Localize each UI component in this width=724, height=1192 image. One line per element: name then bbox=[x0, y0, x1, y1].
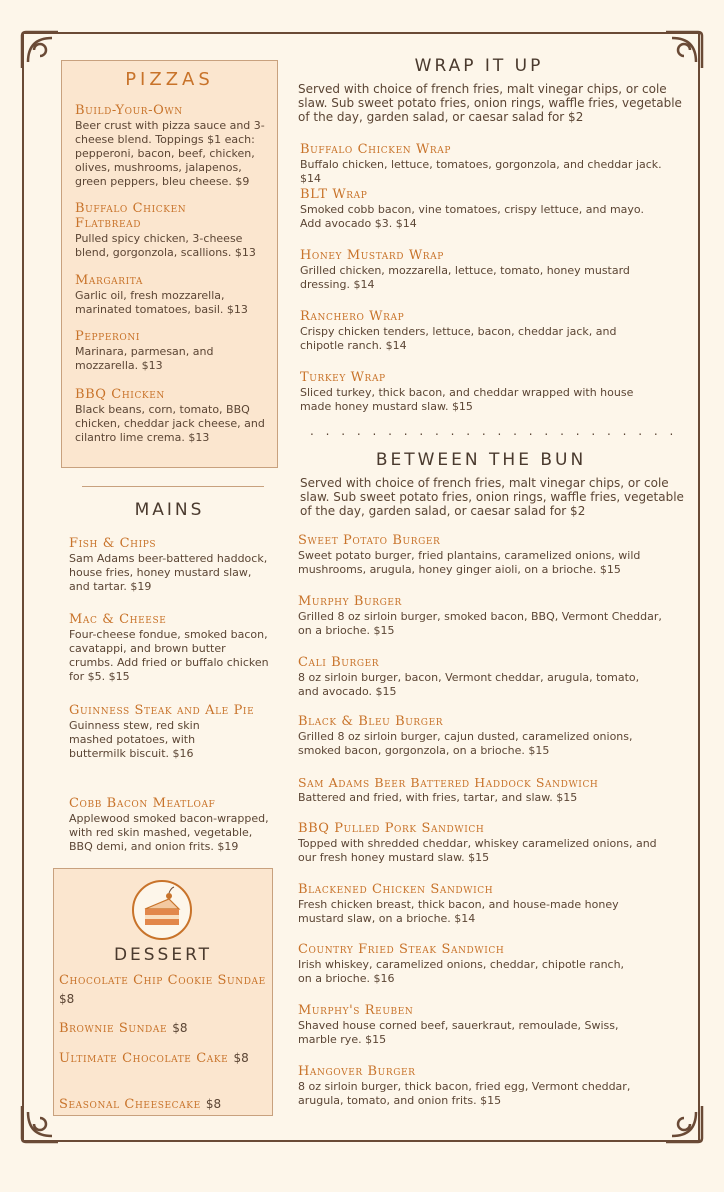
pizza-name: BBQ Chicken bbox=[75, 387, 165, 402]
bun-name: BBQ Pulled Pork Sandwich bbox=[298, 821, 485, 836]
pizza-desc: Pulled spicy chicken, 3-cheese blend, gorgonzola, scallions. $13 bbox=[75, 232, 256, 259]
mains-item bbox=[69, 536, 269, 594]
pizza-desc: Marinara, parmesan, and mozzarella. $13 bbox=[75, 345, 214, 372]
bun-name: Murphy Burger bbox=[298, 594, 402, 609]
wrap-desc: Grilled chicken, mozzarella, lettuce, tomato, honey mustard dressing. $14 bbox=[300, 264, 630, 291]
pizza-name: Buffalo Chicken Flatbread bbox=[75, 201, 187, 231]
bun-name: Black & Bleu Burger bbox=[298, 714, 444, 729]
wrap-name: BLT Wrap bbox=[300, 187, 368, 202]
bun-desc: Topped with shredded cheddar, whiskey caramelized onions, and our fresh honey mustard slaw. $15 bbox=[298, 837, 657, 864]
dessert-item bbox=[59, 1093, 269, 1112]
bun-item bbox=[298, 1003, 648, 1047]
mains-desc: Guinness stew, red skin mashed potatoes, with buttermilk biscuit. $16 bbox=[69, 719, 200, 760]
pizza-name: Margarita bbox=[75, 273, 144, 288]
bun-item bbox=[298, 1064, 668, 1108]
bun-name: Sweet Potato Burger bbox=[298, 533, 441, 548]
wrap-desc: Buffalo chicken, lettuce, tomatoes, gorgonzola, and cheddar jack. $14 bbox=[300, 158, 662, 185]
wrap-name: Ranchero Wrap bbox=[300, 309, 405, 324]
mains-desc: Applewood smoked bacon-wrapped, with red skin mashed, vegetable, BBQ demi, and onion frits. $19 bbox=[69, 812, 269, 853]
bun-name: Murphy's Reuben bbox=[298, 1003, 414, 1018]
bun-name: Sam Adams Beer Battered Haddock Sandwich bbox=[298, 775, 599, 790]
dessert-name: Seasonal Cheesecake bbox=[59, 1097, 201, 1112]
bun-name: Hangover Burger bbox=[298, 1064, 416, 1079]
dessert-price: $8 bbox=[233, 1051, 249, 1065]
dessert-heading: DESSERT bbox=[113, 945, 213, 965]
bun-item bbox=[298, 655, 658, 699]
bun-desc: Sweet potato burger, fried plantains, caramelized onions, wild mushrooms, arugula, honey ginger aioli, on a brioche. $15 bbox=[298, 549, 641, 576]
bun-desc: Fresh chicken breast, thick bacon, and house-made honey mustard slaw, on a brioche. $14 bbox=[298, 898, 619, 925]
dessert-item bbox=[59, 969, 269, 1007]
bun-desc: 8 oz sirloin burger, thick bacon, fried egg, Vermont cheddar, arugula, tomato, and onion frits. $15 bbox=[298, 1080, 631, 1107]
bun-intro: Served with choice of french fries, malt vinegar chips, or cole slaw. Sub sweet potato fries, onion rings, waffle fries, vegetable of the day, garden salad, or caesar salad for $2 bbox=[300, 476, 684, 518]
wraps-heading: WRAP IT UP bbox=[414, 56, 544, 76]
bun-item bbox=[298, 821, 678, 865]
pizza-desc: Garlic oil, fresh mozzarella, marinated tomatoes, basil. $13 bbox=[75, 289, 248, 316]
bun-desc: Grilled 8 oz sirloin burger, cajun dusted, caramelized onions, smoked bacon, gorgonzola, on a brioche. $15 bbox=[298, 730, 633, 757]
wrap-item bbox=[300, 187, 660, 231]
corner-ornament-icon bbox=[18, 28, 62, 72]
dessert-name: Chocolate Chip Cookie Sundae bbox=[59, 973, 266, 988]
bun-name: Blackened Chicken Sandwich bbox=[298, 882, 494, 897]
mains-name: Guinness Steak and Ale Pie bbox=[69, 703, 255, 718]
dessert-section bbox=[53, 868, 273, 1116]
mains-item bbox=[69, 703, 269, 761]
wrap-desc: Sliced turkey, thick bacon, and cheddar wrapped with house made honey mustard slaw. $15 bbox=[300, 386, 634, 413]
bun-item bbox=[298, 942, 638, 986]
pizza-name: Pepperoni bbox=[75, 329, 140, 344]
dessert-price: $8 bbox=[172, 1021, 188, 1035]
bun-item bbox=[298, 714, 668, 758]
pizza-item bbox=[75, 387, 270, 445]
mains-desc: Four-cheese fondue, smoked bacon, cavatappi, and brown butter crumbs. Add fried or buffalo chicken for $5. $15 bbox=[69, 628, 269, 683]
wrap-item bbox=[300, 309, 660, 353]
wrap-desc: Smoked cobb bacon, vine tomatoes, crispy lettuce, and mayo. Add avocado $3. $14 bbox=[300, 203, 644, 230]
cake-icon bbox=[131, 879, 193, 941]
wrap-name: Turkey Wrap bbox=[300, 370, 386, 385]
wrap-name: Honey Mustard Wrap bbox=[300, 248, 444, 263]
dessert-price: $8 bbox=[59, 992, 75, 1006]
bun-desc: 8 oz sirloin burger, bacon, Vermont cheddar, arugula, tomato, and avocado. $15 bbox=[298, 671, 640, 698]
bun-item bbox=[298, 882, 658, 926]
dessert-item bbox=[59, 1017, 269, 1036]
pizza-item bbox=[75, 201, 265, 260]
bun-desc: Battered and fried, with fries, tartar, and slaw. $15 bbox=[298, 791, 578, 804]
bun-item bbox=[298, 775, 688, 805]
bun-desc: Shaved house corned beef, sauerkraut, remoulade, Swiss, marble rye. $15 bbox=[298, 1019, 619, 1046]
pizza-item bbox=[75, 103, 265, 189]
pizzas-heading: PIZZAS bbox=[125, 69, 214, 90]
dessert-name: Ultimate Chocolate Cake bbox=[59, 1051, 229, 1066]
bun-item bbox=[298, 533, 668, 577]
bun-name: Country Fried Steak Sandwich bbox=[298, 942, 505, 957]
dessert-name: Brownie Sundae bbox=[59, 1021, 168, 1036]
pizzas-section bbox=[61, 60, 278, 468]
wrap-item bbox=[300, 370, 660, 414]
mains-name: Mac & Cheese bbox=[69, 612, 167, 627]
pizza-item bbox=[75, 273, 265, 317]
wrap-name: Buffalo Chicken Wrap bbox=[300, 142, 452, 157]
mains-heading: MAINS bbox=[134, 500, 205, 520]
mains-divider bbox=[82, 486, 264, 487]
pizza-desc: Beer crust with pizza sauce and 3-cheese blend. Toppings $1 each: pepperoni, bacon, beef, chicken, olives, mushrooms, jalapenos, green peppers, bleu cheese. $9 bbox=[75, 119, 265, 188]
mains-desc: Sam Adams beer-battered haddock, house fries, honey mustard slaw, and tartar. $19 bbox=[69, 552, 268, 593]
mains-name: Cobb Bacon Meatloaf bbox=[69, 796, 216, 811]
bun-name: Cali Burger bbox=[298, 655, 380, 670]
wrap-desc: Crispy chicken tenders, lettuce, bacon, cheddar jack, and chipotle ranch. $14 bbox=[300, 325, 617, 352]
mains-item bbox=[69, 612, 269, 684]
corner-ornament-icon bbox=[662, 1102, 706, 1146]
bun-item bbox=[298, 594, 673, 638]
dessert-item bbox=[59, 1047, 269, 1066]
corner-ornament-icon bbox=[662, 28, 706, 72]
wrap-item bbox=[300, 142, 680, 186]
dessert-price: $8 bbox=[205, 1097, 222, 1111]
bun-desc: Grilled 8 oz sirloin burger, smoked bacon, BBQ, Vermont Cheddar, on a brioche. $15 bbox=[298, 610, 662, 637]
pizza-name: Build-Your-Own bbox=[75, 103, 183, 118]
section-divider: . . . . . . . . . . . . . . . . . . . . . . . . bbox=[310, 424, 678, 438]
mains-item bbox=[69, 796, 269, 854]
wraps-intro: Served with choice of french fries, malt vinegar chips, or cole slaw. Sub sweet potato fries, onion rings, waffle fries, vegetable of the day, garden salad, or caesar salad for $2 bbox=[298, 82, 682, 124]
wrap-item bbox=[300, 248, 630, 292]
bun-heading: BETWEEN THE BUN bbox=[375, 450, 587, 470]
bun-desc: Irish whiskey, caramelized onions, cheddar, chipotle ranch, on a brioche. $16 bbox=[298, 958, 625, 985]
pizza-item bbox=[75, 329, 225, 373]
mains-name: Fish & Chips bbox=[69, 536, 157, 551]
pizza-desc: Black beans, corn, tomato, BBQ chicken, cheddar jack cheese, and cilantro lime crema. $13 bbox=[75, 403, 265, 444]
